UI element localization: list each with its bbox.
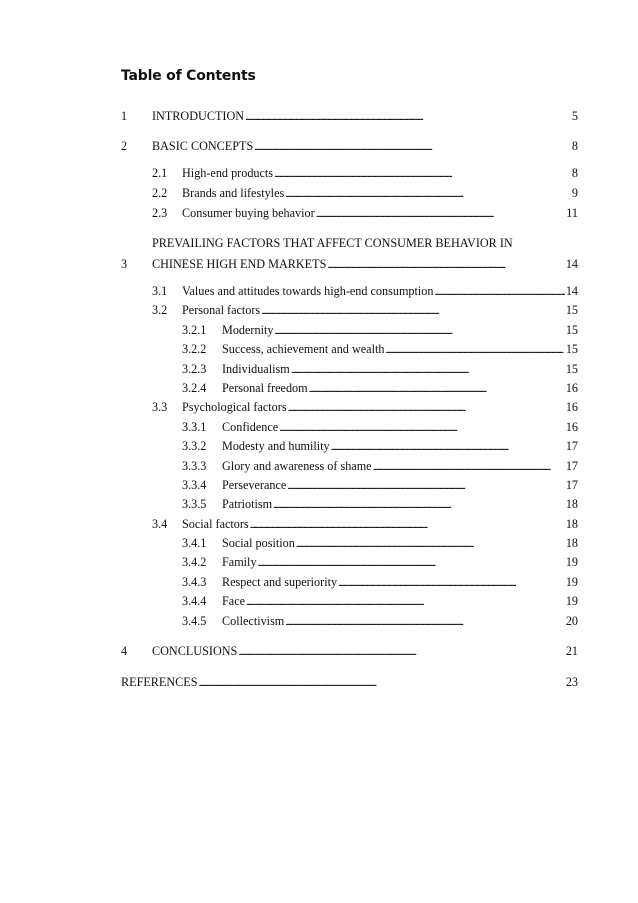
toc-entry-page-number: 18 — [565, 517, 578, 531]
dot-leader — [287, 477, 565, 494]
dot-leader — [285, 613, 565, 630]
toc-entry-number: 3.3 — [152, 400, 168, 414]
toc-entry-page-number: 8 — [571, 139, 578, 153]
toc-entry-page-number: 16 — [565, 400, 578, 414]
toc-entry[interactable] — [0, 496, 638, 512]
dot-leader — [338, 574, 565, 591]
toc-entry-page-number: 14 — [565, 257, 578, 271]
dot-leader — [279, 419, 565, 436]
toc-entry[interactable] — [0, 458, 638, 474]
toc-entry-text[interactable]: Social factors — [182, 517, 249, 531]
toc-entry[interactable] — [0, 674, 638, 690]
dot-leader — [291, 361, 565, 378]
toc-entry[interactable] — [0, 593, 638, 609]
toc-entry-page-number: 19 — [565, 594, 578, 608]
toc-entry[interactable] — [0, 108, 638, 124]
toc-entry-number: 3.3.4 — [182, 478, 207, 492]
toc-entry-page-number: 9 — [571, 186, 578, 200]
dot-leader — [296, 535, 565, 552]
dot-leader — [273, 496, 565, 513]
toc-entry[interactable] — [0, 322, 638, 338]
toc-entry[interactable] — [0, 477, 638, 493]
toc-entry-number: 3.4.2 — [182, 555, 207, 569]
dot-leader — [254, 138, 571, 155]
toc-entry-number: 1 — [121, 109, 128, 123]
toc-entry-text[interactable]: Respect and superiority — [222, 575, 338, 589]
toc-entry-number: 2.2 — [152, 186, 168, 200]
toc-entry-text[interactable]: Face — [222, 594, 246, 608]
toc-entry[interactable] — [0, 165, 638, 181]
toc-entry-text[interactable]: Family — [222, 555, 257, 569]
toc-entry[interactable] — [0, 138, 638, 154]
dot-leader — [385, 341, 564, 358]
toc-entry-number: 3.2 — [152, 303, 168, 317]
toc-entry-text[interactable]: CHINESE HIGH END MARKETS — [152, 257, 327, 271]
toc-entry-number: 3.2.3 — [182, 362, 207, 376]
toc-entry-text-line1[interactable]: PREVAILING FACTORS THAT AFFECT CONSUMER BEHAVIOR IN — [152, 236, 513, 250]
toc-entry[interactable] — [0, 643, 638, 659]
dot-leader — [373, 458, 565, 475]
toc-entry-text[interactable]: Consumer buying behavior — [182, 206, 315, 220]
dot-leader — [316, 205, 566, 222]
toc-entry-number: 3.2.4 — [182, 381, 207, 395]
toc-entry-text[interactable]: Social position — [222, 536, 295, 550]
toc-entry-page-number: 14 — [565, 284, 578, 298]
toc-entry-text[interactable]: Brands and lifestyles — [182, 186, 285, 200]
toc-entry-page-number: 11 — [566, 206, 578, 220]
toc-entry[interactable] — [0, 516, 638, 532]
toc-entry-number: 2.3 — [152, 206, 168, 220]
toc-entry-number: 3.3.5 — [182, 497, 207, 511]
toc-entry-page-number: 23 — [565, 675, 578, 689]
toc-entry-text[interactable]: Confidence — [222, 420, 279, 434]
toc-entry-page-number: 15 — [565, 303, 578, 317]
toc-entry-number: 2 — [121, 139, 128, 153]
toc-entry[interactable] — [0, 554, 638, 570]
toc-entry[interactable] — [0, 256, 638, 272]
toc-entry-text[interactable]: CONCLUSIONS — [152, 644, 238, 658]
toc-entry-page-number: 17 — [565, 439, 578, 453]
toc-entry-text[interactable]: BASIC CONCEPTS — [152, 139, 254, 153]
toc-entry-number: 2.1 — [152, 166, 168, 180]
dot-leader — [238, 643, 564, 660]
toc-entry-page-number: 19 — [565, 575, 578, 589]
toc-entry-number: 3.4 — [152, 517, 168, 531]
dot-leader — [331, 438, 565, 455]
toc-entry-page-number: 5 — [571, 109, 578, 123]
toc-entry[interactable] — [0, 341, 638, 357]
toc-entry-text[interactable]: Personal factors — [182, 303, 261, 317]
toc-entry-page-number: 18 — [565, 497, 578, 511]
toc-entry-text[interactable]: Individualism — [222, 362, 290, 376]
toc-entry-number: 3.4.4 — [182, 594, 207, 608]
toc-entry[interactable] — [0, 380, 638, 396]
dot-leader — [246, 593, 565, 610]
toc-entry-text[interactable]: Personal freedom — [222, 381, 308, 395]
dot-leader — [288, 399, 565, 416]
toc-entry-page-number: 17 — [565, 478, 578, 492]
toc-entry-text[interactable]: REFERENCES — [121, 675, 198, 689]
toc-entry[interactable] — [0, 613, 638, 629]
toc-entry-text[interactable]: Glory and awareness of shame — [222, 459, 372, 473]
toc-entry-page-number: 15 — [565, 362, 578, 376]
toc-entry-number: 3.4.5 — [182, 614, 207, 628]
toc-entry[interactable] — [0, 185, 638, 201]
toc-entry[interactable] — [0, 283, 638, 299]
dot-leader — [327, 256, 564, 273]
dot-leader — [435, 283, 565, 300]
toc-entry-number: 4 — [121, 644, 128, 658]
toc-entry-page-number: 15 — [565, 342, 578, 356]
toc-entry-number: 3.4.1 — [182, 536, 207, 550]
toc-entry[interactable] — [0, 419, 638, 435]
toc-entry-text[interactable]: High-end products — [182, 166, 274, 180]
dot-leader — [261, 302, 565, 319]
toc-entry-page-number: 19 — [565, 555, 578, 569]
toc-entry-page-number: 17 — [565, 459, 578, 473]
toc-entry[interactable] — [0, 399, 638, 415]
dot-leader — [245, 108, 571, 125]
dot-leader — [250, 516, 565, 533]
toc-entry-page-number: 15 — [565, 323, 578, 337]
toc-entry-text[interactable]: Perseverance — [222, 478, 287, 492]
dot-leader — [309, 380, 565, 397]
toc-entry-number: 3 — [121, 257, 128, 271]
toc-entry-page-number: 16 — [565, 381, 578, 395]
toc-entry-text[interactable]: Success, achievement and wealth — [222, 342, 385, 356]
toc-entry[interactable] — [0, 302, 638, 318]
toc-entry-number: 3.4.3 — [182, 575, 207, 589]
toc-entry-number: 3.3.1 — [182, 420, 207, 434]
toc-entry-text[interactable]: Modesty and humility — [222, 439, 330, 453]
toc-entry-page-number: 8 — [571, 166, 578, 180]
dot-leader — [274, 322, 564, 339]
dot-leader — [274, 165, 571, 182]
toc-entry-text[interactable]: Values and attitudes towards high-end consumption — [182, 284, 434, 298]
toc-entry[interactable] — [0, 574, 638, 590]
toc-entry-number: 3.2.2 — [182, 342, 207, 356]
toc-entry-page-number: 20 — [565, 614, 578, 628]
toc-entry[interactable] — [0, 438, 638, 454]
toc-entry-number: 3.3.2 — [182, 439, 207, 453]
dot-leader — [285, 185, 571, 202]
toc-entry[interactable] — [0, 205, 638, 221]
toc-entry-text[interactable]: Collectivism — [222, 614, 285, 628]
dot-leader — [258, 554, 565, 571]
dot-leader — [199, 674, 565, 691]
toc-entry-number: 3.2.1 — [182, 323, 207, 337]
toc-entry-text[interactable]: INTRODUCTION — [152, 109, 245, 123]
toc-entry[interactable] — [0, 535, 638, 551]
toc-entry-number: 3.1 — [152, 284, 168, 298]
toc-entry-number: 3.3.3 — [182, 459, 207, 473]
toc-entry[interactable] — [0, 361, 638, 377]
toc-entry-page-number: 21 — [565, 644, 578, 658]
toc-title: Table of Contents — [121, 68, 256, 84]
toc-entry-text[interactable]: Psychological factors — [182, 400, 287, 414]
toc-entry-text[interactable]: Modernity — [222, 323, 274, 337]
toc-entry-page-number: 16 — [565, 420, 578, 434]
toc-entry-text[interactable]: Patriotism — [222, 497, 273, 511]
toc-entry-page-number: 18 — [565, 536, 578, 550]
